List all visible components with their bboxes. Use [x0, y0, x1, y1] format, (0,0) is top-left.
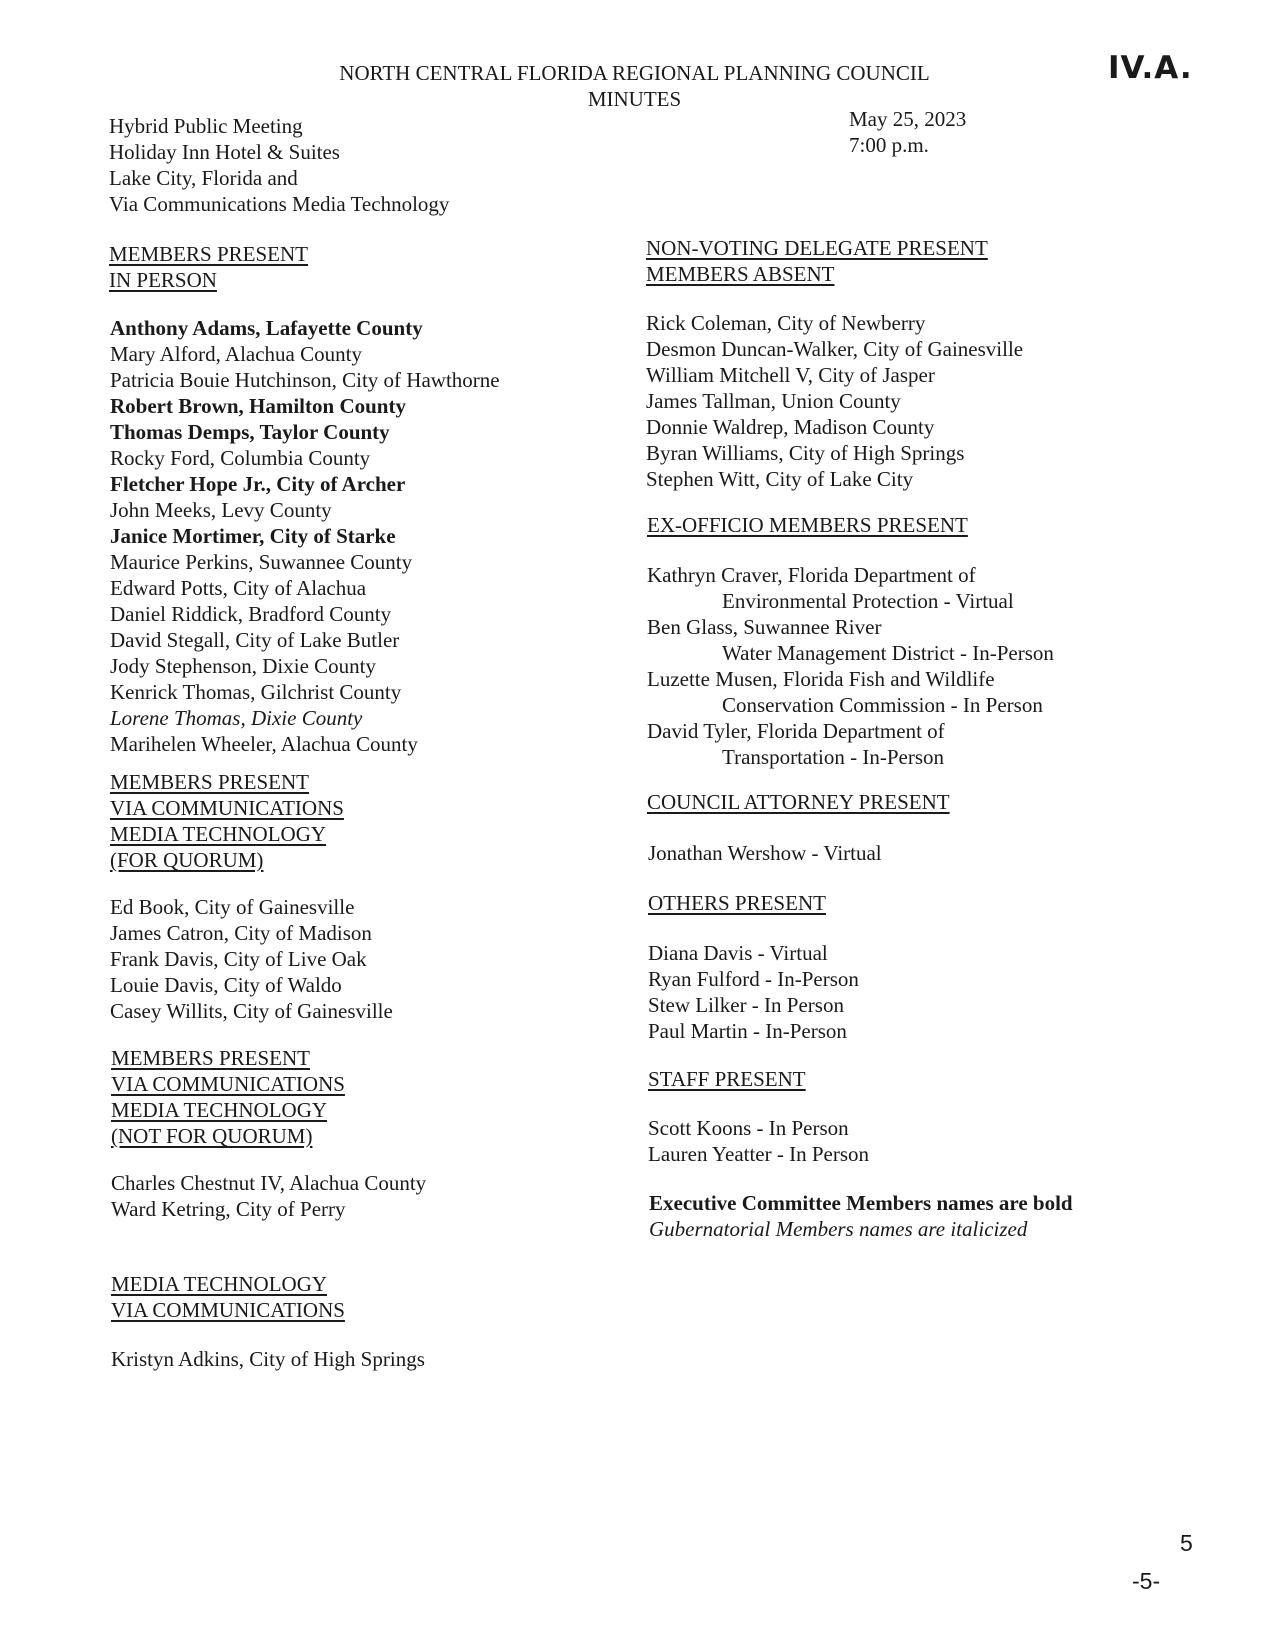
list-item: Rocky Ford, Columbia County	[110, 446, 371, 470]
others-present-heading	[648, 890, 826, 916]
list-item: Kathryn Craver, Florida Department of	[647, 563, 976, 587]
section-heading-line: VIA COMMUNICATIONS	[111, 1298, 345, 1322]
non-voting-absent-heading	[646, 235, 988, 287]
page-number: 5	[1180, 1530, 1193, 1556]
location-line: Lake City, Florida and	[109, 166, 298, 190]
meeting-date: May 25, 2023	[849, 107, 967, 131]
list-item: David Stegall, City of Lake Butler	[110, 628, 400, 652]
list-item: John Meeks, Levy County	[110, 498, 332, 522]
list-item: Luzette Musen, Florida Fish and Wildlife	[647, 667, 995, 691]
location-line: Holiday Inn Hotel & Suites	[109, 140, 340, 164]
list-item: Edward Potts, City of Alachua	[110, 576, 367, 600]
list-item: Diana Davis - Virtual	[648, 941, 828, 965]
list-item: Jody Stephenson, Dixie County	[110, 654, 376, 678]
agenda-item-tag: IV.A.	[1108, 50, 1193, 86]
document-titles	[0, 60, 1275, 112]
list-item: Robert Brown, Hamilton County	[110, 394, 406, 418]
section-heading-line: MEDIA TECHNOLOGY	[111, 1272, 328, 1296]
location-line: Hybrid Public Meeting	[109, 114, 303, 138]
list-item-continuation: Environmental Protection - Virtual	[722, 589, 1014, 613]
list-item: Kenrick Thomas, Gilchrist County	[110, 680, 402, 704]
list-item: Donnie Waldrep, Madison County	[646, 415, 935, 439]
others-present-list	[648, 941, 859, 1045]
list-item: Frank Davis, City of Live Oak	[110, 947, 367, 971]
section-heading-line: (NOT FOR QUORUM)	[111, 1124, 313, 1148]
list-item: Louie Davis, City of Waldo	[110, 973, 342, 997]
legend-bold: Executive Committee Members names are bold	[649, 1191, 1073, 1215]
list-item: Desmon Duncan-Walker, City of Gainesville	[646, 337, 1024, 361]
list-item: Ryan Fulford - In-Person	[648, 967, 859, 991]
section-heading-line: VIA COMMUNICATIONS	[110, 796, 344, 820]
list-item: Byran Williams, City of High Springs	[646, 441, 965, 465]
media-technology-list	[111, 1346, 425, 1372]
list-item: Mary Alford, Alachua County	[110, 342, 362, 366]
list-item: Charles Chestnut IV, Alachua County	[111, 1171, 427, 1195]
doc-title: MINUTES	[587, 87, 682, 111]
members-present-in-person-heading	[109, 241, 308, 293]
list-item: Stew Lilker - In Person	[648, 993, 844, 1017]
section-heading-line: IN PERSON	[109, 268, 217, 292]
members-present-not-quorum-list	[111, 1171, 426, 1223]
list-item: Ed Book, City of Gainesville	[110, 895, 355, 919]
list-item: William Mitchell V, City of Jasper	[646, 363, 935, 387]
members-present-not-quorum-heading	[111, 1046, 345, 1150]
list-item: Maurice Perkins, Suwannee County	[110, 550, 413, 574]
list-item: Paul Martin - In-Person	[648, 1019, 847, 1043]
section-heading-line: MEMBERS PRESENT	[109, 242, 308, 266]
list-item: Janice Mortimer, City of Starke	[110, 524, 396, 548]
staff-present-heading	[648, 1066, 806, 1092]
name-style-legend	[649, 1191, 1073, 1243]
section-heading-line: STAFF PRESENT	[648, 1067, 806, 1091]
list-item: Scott Koons - In Person	[648, 1116, 849, 1140]
section-heading-line: VIA COMMUNICATIONS	[111, 1072, 345, 1096]
members-present-in-person-list	[110, 316, 500, 758]
meeting-location	[109, 113, 449, 217]
list-item-continuation: Transportation - In-Person	[722, 745, 945, 769]
council-attorney-list	[648, 840, 882, 866]
section-heading-line: COUNCIL ATTORNEY PRESENT	[647, 790, 950, 814]
ex-officio-list	[647, 563, 1054, 771]
media-technology-heading	[111, 1272, 345, 1324]
list-item: Ben Glass, Suwannee River	[647, 615, 882, 639]
list-item: James Catron, City of Madison	[110, 921, 372, 945]
list-item: Lauren Yeatter - In Person	[648, 1142, 870, 1166]
ex-officio-heading	[647, 512, 968, 538]
list-item: Fletcher Hope Jr., City of Archer	[110, 472, 406, 496]
members-absent-list	[646, 311, 1023, 493]
list-item: David Tyler, Florida Department of	[647, 719, 945, 743]
meeting-time: 7:00 p.m.	[849, 133, 929, 157]
members-present-quorum-heading	[110, 770, 344, 874]
council-attorney-heading	[647, 789, 950, 815]
page-marker: -5-	[1132, 1568, 1161, 1594]
list-item: Rick Coleman, City of Newberry	[646, 311, 926, 335]
section-heading-line: MEDIA TECHNOLOGY	[111, 1098, 328, 1122]
list-item: Casey Willits, City of Gainesville	[110, 999, 393, 1023]
location-line: Via Communications Media Technology	[109, 192, 450, 216]
org-title: NORTH CENTRAL FLORIDA REGIONAL PLANNING COUNCIL	[339, 61, 930, 85]
list-item: Anthony Adams, Lafayette County	[110, 316, 423, 340]
section-heading-line: (FOR QUORUM)	[110, 848, 264, 872]
list-item-continuation: Conservation Commission - In Person	[722, 693, 1043, 717]
list-item: Ward Ketring, City of Perry	[111, 1197, 346, 1221]
list-item: James Tallman, Union County	[646, 389, 901, 413]
list-item: Stephen Witt, City of Lake City	[646, 467, 914, 491]
section-heading-line: EX-OFFICIO MEMBERS PRESENT	[647, 513, 968, 537]
section-heading-line: OTHERS PRESENT	[648, 891, 826, 915]
staff-present-list	[648, 1116, 869, 1168]
list-item: Lorene Thomas, Dixie County	[110, 706, 363, 730]
list-item: Patricia Bouie Hutchinson, City of Hawthorne	[110, 368, 500, 392]
legend-italic: Gubernatorial Members names are italicized	[649, 1217, 1028, 1241]
section-heading-line: MEMBERS PRESENT	[111, 1046, 310, 1070]
section-heading-line: MEMBERS ABSENT	[646, 262, 835, 286]
section-heading-line: MEMBERS PRESENT	[110, 770, 309, 794]
meeting-datetime	[849, 106, 966, 158]
list-item: Marihelen Wheeler, Alachua County	[110, 732, 418, 756]
list-item: Jonathan Wershow - Virtual	[648, 841, 882, 865]
section-heading-line: NON-VOTING DELEGATE PRESENT	[646, 236, 988, 260]
section-heading-line: MEDIA TECHNOLOGY	[110, 822, 327, 846]
list-item: Kristyn Adkins, City of High Springs	[111, 1347, 425, 1371]
members-present-quorum-list	[110, 895, 393, 1025]
list-item: Thomas Demps, Taylor County	[110, 420, 390, 444]
list-item-continuation: Water Management District - In-Person	[722, 641, 1054, 665]
list-item: Daniel Riddick, Bradford County	[110, 602, 392, 626]
